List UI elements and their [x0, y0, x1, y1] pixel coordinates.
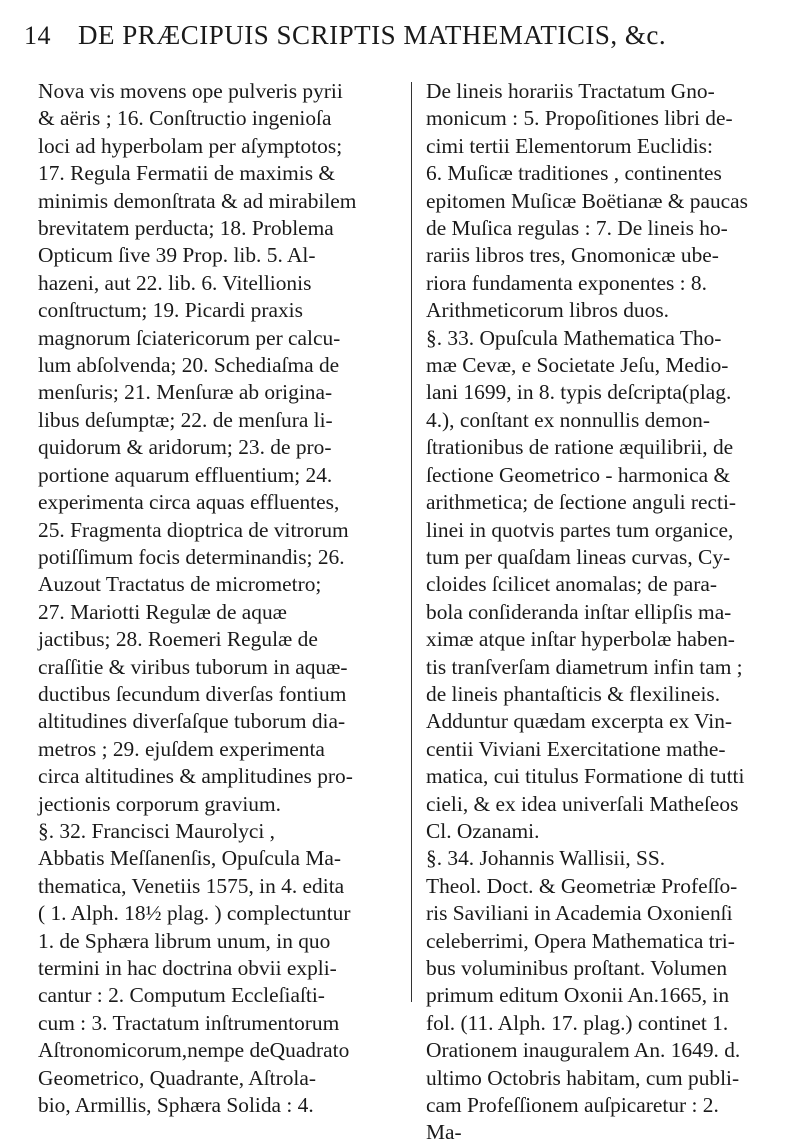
text-line: cieli, & ex idea univerſali Matheſeos [426, 791, 739, 816]
left-column [38, 78, 400, 1118]
text-line: portione aquarum effluentium; 24. [38, 462, 333, 487]
text-line: & aëris ; 16. Conſtructio ingenioſa [38, 106, 332, 131]
text-line: bio, Armillis, Sphæra Solida : 4. [38, 1093, 314, 1118]
text-line: cam Profeſſionem auſpicaretur : 2. [426, 1093, 719, 1118]
text-line: bola conſideranda inſtar ellipſis ma- [426, 599, 732, 624]
text-line: Ma- [426, 1120, 462, 1145]
text-line: celeberrimi, Opera Mathematica tri- [426, 928, 735, 953]
text-line: tis tranſverſam diametrum infin tam ; [426, 654, 743, 679]
text-line: cloides ſcilicet anomalas; de para- [426, 572, 718, 597]
text-line: 25. Fragmenta dioptrica de vitrorum [38, 517, 349, 542]
text-line: quidorum & aridorum; 23. de pro- [38, 435, 332, 460]
text-line: 27. Mariotti Regulæ de aquæ [38, 599, 287, 624]
text-line: 6. Muſicæ traditiones , continentes [426, 161, 722, 186]
text-line: jactibus; 28. Roemeri Regulæ de [38, 627, 318, 652]
text-line: epitomen Muſicæ Boëtianæ & paucas [426, 188, 748, 213]
text-line: magnorum ſciatericorum per calcu- [38, 325, 341, 350]
text-line: brevitatem perducta; 18. Problema [38, 216, 334, 241]
text-line: Orationem inauguralem An. 1649. d. [426, 1038, 741, 1063]
text-line: primum editum Oxonii An.1665, in [426, 983, 730, 1008]
text-line: ( 1. Alph. 18½ plag. ) complectuntur [38, 901, 351, 926]
text-line: cantur : 2. Computum Eccleſiaſti- [38, 983, 325, 1008]
text-line: jectionis corporum gravium. [38, 791, 281, 816]
text-line: lum abſolvenda; 20. Schediaſma de [38, 353, 340, 378]
text-line: de Muſica regulas : 7. De lineis ho- [426, 216, 728, 241]
text-line: monicum : 5. Propoſitiones libri de- [426, 106, 733, 131]
text-line: Aſtronomicorum,nempe deQuadrato [38, 1038, 350, 1063]
text-line: riora fundamenta exponentes : 8. [426, 270, 707, 295]
text-line: menſuris; 21. Menſuræ ab origina- [38, 380, 333, 405]
text-line: tum per quaſdam lineas curvas, Cy- [426, 544, 731, 569]
text-line: fol. (11. Alph. 17. plag.) continet 1. [426, 1010, 729, 1035]
text-line: conſtructum; 19. Picardi praxis [38, 298, 303, 323]
text-line: cum : 3. Tractatum inſtrumentorum [38, 1010, 340, 1035]
text-line: §. 32. Francisci Maurolyci , [38, 818, 276, 843]
text-line: matica, cui titulus Formatione di tutti [426, 764, 745, 789]
text-line: Theol. Doct. & Geometriæ Profeſſo- [426, 873, 738, 898]
text-line: arithmetica; de ſectione anguli recti- [426, 490, 737, 515]
text-line: ſtrationibus de ratione æquilibrii, de [426, 435, 734, 460]
text-line: 4.), conſtant ex nonnullis demon- [426, 407, 710, 432]
text-line: cimi tertii Elementorum Euclidis: [426, 133, 713, 158]
text-line: Arithmeticorum libros duos. [426, 298, 669, 323]
text-line: Geometrico, Quadrante, Aſtrola- [38, 1065, 316, 1090]
text-line: De lineis horariis Tractatum Gno- [426, 79, 715, 103]
text-line: termini in hac doctrina obvii expli- [38, 956, 337, 980]
text-line: loci ad hyperbolam per aſymptotos; [38, 133, 343, 158]
text-line: ximæ atque inſtar hyperbolæ haben- [426, 627, 735, 652]
text-line: centii Viviani Exercitatione mathe- [426, 736, 726, 761]
text-line: rariis libros tres, Gnomonicæ ube- [426, 243, 719, 268]
text-line: 1. de Sphæra librum unum, in quo [38, 928, 331, 953]
text-line: thematica, Venetiis 1575, in 4. edita [38, 873, 345, 898]
text-line: ultimo Octobris habitam, cum publi- [426, 1065, 740, 1090]
text-line: Auzout Tractatus de micrometro; [38, 572, 322, 597]
text-line: bus voluminibus proſtant. Volumen [426, 956, 728, 980]
text-line: Abbatis Meſſanenſis, Opuſcula Ma- [38, 846, 341, 871]
text-line: Adduntur quædam excerpta ex Vin- [426, 709, 733, 734]
text-line: hazeni, aut 22. lib. 6. Vitellionis [38, 270, 312, 295]
text-line: 17. Regula Fermatii de maximis & [38, 161, 336, 186]
right-column [426, 78, 770, 1145]
text-line: §. 34. Johannis Wallisii, SS. [426, 846, 666, 871]
text-line: §. 33. Opuſcula Mathematica Tho- [426, 325, 722, 350]
text-line: de lineis phantaſticis & flexilineis. [426, 681, 721, 706]
running-header [24, 20, 774, 60]
page-number: 14 [24, 21, 51, 50]
text-line: experimenta circa aquas effluentes, [38, 490, 340, 515]
text-line: Nova vis movens ope pulveris pyrii [38, 79, 343, 103]
text-line: metros ; 29. ejuſdem experimenta [38, 736, 325, 761]
text-line: lani 1699, in 8. typis deſcripta(plag. [426, 380, 732, 405]
text-line: craſſitie & viribus tuborum in aquæ- [38, 654, 348, 679]
text-line: minimis demonſtrata & ad mirabilem [38, 188, 357, 213]
header-title: DE PRÆCIPUIS SCRIPTIS MATHEMATICIS, &c. [78, 20, 667, 50]
text-line: linei in quotvis partes tum organice, [426, 517, 734, 542]
text-line: Cl. Ozanami. [426, 818, 540, 843]
text-line: potiſſimum focis determinandis; 26. [38, 544, 345, 569]
text-line: libus deſumptæ; 22. de menſura li- [38, 407, 333, 432]
text-line: ris Saviliani in Academia Oxonienſi [426, 901, 733, 926]
text-line: altitudines diverſaſque tuborum dia- [38, 709, 346, 734]
text-line: circa altitudines & amplitudines pro- [38, 764, 353, 789]
column-divider [411, 82, 412, 1002]
text-line: ductibus ſecundum diverſas fontium [38, 681, 347, 706]
text-line: mæ Cevæ, e Societate Jeſu, Medio- [426, 353, 729, 378]
text-line: Opticum ſive 39 Prop. lib. 5. Al- [38, 243, 316, 268]
text-line: ſectione Geometrico - harmonica & [426, 462, 731, 487]
